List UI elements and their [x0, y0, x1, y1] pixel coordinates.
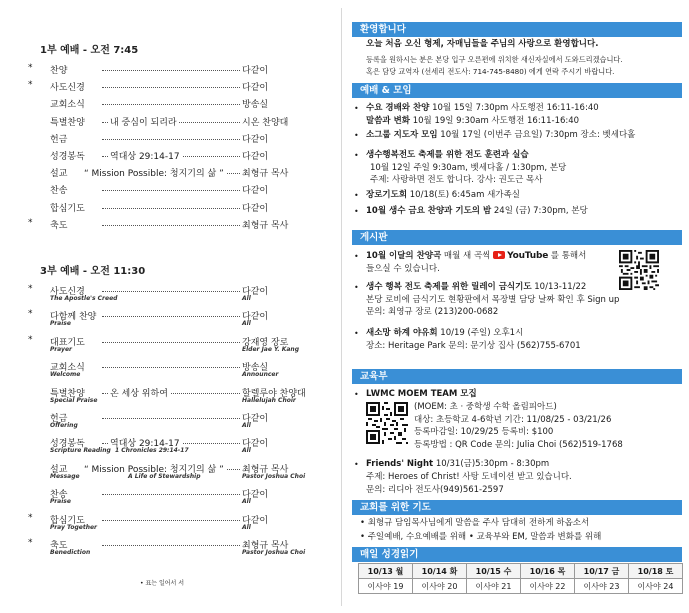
leader-dots [102, 207, 240, 209]
order-label: 설교 [50, 464, 68, 475]
order-leader: 시온 찬양대 [242, 117, 289, 128]
worship-item [366, 116, 579, 127]
notice-praise-line2: 들으실 수 있습니다. [366, 264, 440, 274]
notice-praise-tail: 를 통해서 [548, 251, 587, 261]
order-leader: 다같이 [242, 490, 269, 501]
service1-title: 1부 예배 - 오전 7:45 [40, 45, 139, 56]
notice-praise-title: 10월 이달의 찬양곡 [366, 251, 442, 261]
bullet: • [354, 104, 359, 113]
leader-dots [102, 315, 240, 317]
leader-dots [102, 224, 240, 226]
stand-marker: * [28, 284, 33, 294]
reading-passage: 이사야 24 [629, 579, 683, 594]
order-row [40, 411, 292, 429]
order-label: 헌금 [50, 134, 68, 145]
worship-item-title: 소그룹 지도자 모임 [366, 130, 438, 140]
order-leader: 다같이 [242, 287, 269, 297]
order-label: 찬송 [50, 490, 68, 501]
order-label: 찬송 [50, 186, 68, 197]
worship-item-title: 10월 생수 금요 찬양과 기도의 밤 [366, 206, 492, 216]
moem-line: 등록방법 : QR Code 문의: Julia Choi (562)519-1768 [414, 439, 623, 450]
worship-item [366, 150, 529, 161]
order-row [40, 360, 292, 379]
order-label: 교회소식 [50, 363, 85, 374]
notice-fasting-dates: 10/13-11/22 [531, 282, 587, 292]
order-leader-en: All [242, 523, 251, 531]
order-row [40, 201, 292, 215]
notice-fasting-line3: 문의: 최영규 장로 (213)200-0682 [366, 307, 499, 317]
order-label: 성경봉독 [50, 439, 85, 450]
order-leader-en: Hallelujah Choir [242, 396, 296, 404]
order-of-worship [0, 0, 330, 613]
order-label-en: Prayer [50, 345, 72, 353]
reading-day: 10/13 월 [359, 564, 413, 579]
reading-passage: 이사야 23 [575, 579, 629, 594]
order-row [28, 334, 299, 353]
order-row [40, 183, 292, 197]
bullet: • [354, 207, 359, 216]
reading-passage: 이사야 19 [359, 579, 413, 594]
leader-dots [102, 69, 240, 71]
order-leader-en: All [242, 320, 251, 328]
bullet: • [354, 151, 359, 160]
worship-item-detail: 10월 12일 주일 9:30am, 벳세다홀 / 1:30pm, 본당 [370, 163, 567, 173]
prayer-header: 교회를 위한 기도 [352, 500, 682, 515]
order-label: 사도신경 [50, 287, 85, 297]
order-label-en: Pray Together [50, 523, 98, 531]
order-label: 축도 [50, 541, 68, 551]
order-leader-en: All [242, 498, 251, 506]
order-label: 헌금 [50, 414, 68, 424]
welcome-line2: 등록을 원하시는 분은 본당 입구 오른편에 위치한 새신자실에서 도와드리겠습니다. [366, 55, 623, 64]
order-leader: 방송실 [242, 100, 269, 111]
order-leader: 다같이 [242, 312, 269, 323]
leader-dots [102, 103, 240, 105]
notice-praise-text: 매월 새 곡씩 [441, 251, 494, 261]
order-leader-en: All [242, 295, 251, 302]
worship-item [366, 206, 588, 217]
worship-item-title: 생수행복전도 축제를 위한 전도 훈련과 실습 [366, 150, 529, 160]
order-leader: 다같이 [242, 186, 269, 197]
order-row [40, 487, 292, 506]
bullet: • [354, 131, 359, 140]
reading-day: 10/18 토 [629, 564, 683, 579]
order-label: 찬양 [50, 66, 68, 76]
order-row [40, 436, 292, 455]
leader-dots [102, 341, 240, 343]
stand-marker: * [28, 512, 33, 523]
leader-dots [102, 86, 240, 88]
order-row [28, 63, 292, 77]
notice-fasting-line2: 본당 로비에 금식기도 현황판에서 목장별 담당 날짜 확인 후 Sign up [366, 295, 620, 305]
order-row [40, 132, 292, 146]
order-leader-en: Pastor Joshua Choi [242, 549, 306, 556]
order-row [40, 115, 292, 129]
order-leader: 최형규 목사 [242, 220, 289, 231]
prayer-line1: • 최형규 담임목사님에게 말씀을 주사 담대히 전하게 하옵소서 [360, 518, 590, 528]
worship-item [366, 190, 520, 201]
worship-item-detail: 10월 15일 7:30pm 사도행전 16:11-16:40 [429, 103, 599, 113]
bullet: • [354, 329, 359, 338]
reading-day: 10/16 목 [521, 564, 575, 579]
stand-marker: * [28, 80, 33, 91]
order-label-en: The Apostle's Creed [50, 295, 118, 302]
stand-marker: * [28, 217, 33, 228]
worship-item-detail: 10/18(토) 6:45am 새가족실 [407, 190, 520, 200]
order-label: 합심기도 [50, 203, 85, 214]
announcements [352, 0, 689, 613]
order-label: 특별찬양 [50, 388, 85, 399]
order-leader: 다같이 [242, 414, 269, 424]
reading-days-row [359, 564, 683, 579]
worship-item [366, 130, 635, 141]
order-leader: 다같이 [242, 134, 269, 145]
notice-picnic-title: 새소망 하계 야유회 [366, 328, 438, 338]
worship-item-detail: 주제: 사랑하면 전도 합니다. 강사: 권도근 목사 [370, 175, 543, 185]
order-leader-en: All [242, 422, 251, 429]
order-leader-en: All [242, 447, 251, 455]
order-detail: 역대상 29:14-17 [108, 436, 182, 449]
order-leader: 최형규 목사 [242, 169, 289, 180]
worship-item-detail: 10월 19일 9:30am 사도행전 16:11-16:40 [410, 116, 580, 126]
order-row [28, 512, 292, 531]
bullet: • [354, 252, 359, 261]
order-leader: 다같이 [242, 515, 269, 526]
order-label-en: Benediction [50, 549, 91, 556]
order-leader: 다같이 [242, 66, 269, 76]
worship-item [370, 175, 542, 186]
order-leader: 다같이 [242, 203, 269, 214]
youtube-icon[interactable] [493, 251, 505, 259]
order-row [28, 80, 292, 94]
friends-night-time: 10/31(금)5:30pm - 8:30pm [433, 459, 550, 469]
friends-night-line2: 주제: Heroes of Christ! 사탕 도네이션 받고 있습니다. [366, 472, 572, 482]
leader-dots [102, 519, 240, 521]
worship-item [366, 103, 599, 114]
leader-dots [102, 366, 240, 368]
bullet: • [354, 390, 359, 399]
order-label-en: Scripture Reading [50, 447, 111, 455]
stand-marker: * [28, 309, 33, 320]
worship-item-title: 수요 경배와 찬양 [366, 103, 430, 113]
reading-passage: 이사야 21 [467, 579, 521, 594]
prayer-line2: • 주일예배, 수요예배를 위해 • 교육부와 EM, 말씀과 변화를 위해 [360, 532, 602, 542]
order-leader: 다같이 [242, 152, 269, 162]
order-row [40, 149, 292, 163]
reading-passage: 이사야 20 [413, 579, 467, 594]
order-label: 대표기도 [50, 337, 85, 348]
reading-day: 10/17 금 [575, 564, 629, 579]
order-detail: “ Mission Possible: 청지기의 삶 ” [82, 166, 226, 179]
worship-item-title: 말씀과 변화 [366, 116, 411, 126]
leader-dots [102, 138, 240, 140]
moem-line: (MOEM: 초 · 중학생 수학 올림피아드) [414, 402, 557, 412]
order-detail: 역대상 29:14-17 [108, 149, 182, 162]
order-label: 축도 [50, 220, 68, 231]
order-label: 교회소식 [50, 100, 85, 111]
worship-item-title: 장로기도회 [366, 190, 408, 200]
moem-qr-code-icon[interactable] [366, 402, 408, 444]
worship-item-detail: 24일 (금) 7:30pm, 본당 [491, 206, 588, 216]
friends-night-title: Friends' Night [366, 459, 434, 469]
order-leader: 방송실 [242, 363, 269, 374]
order-detail-en: A Life of Stewardship [128, 472, 201, 480]
order-leader-en: Pastor Joshua Choi [242, 472, 306, 480]
column-divider [341, 8, 342, 606]
notice-fasting-title: 생수 행복 전도 축제를 위한 릴레이 금식기도 [366, 282, 532, 292]
worship-item [370, 163, 566, 174]
order-label-en: Praise [50, 320, 71, 328]
order-label-en: Praise [50, 498, 71, 506]
stand-marker: * [28, 334, 33, 345]
education-header: 교육부 [352, 369, 682, 384]
order-label-en: Message [50, 472, 80, 480]
order-leader: 할렐루야 찬양대 [242, 388, 306, 399]
reading-passages-row [359, 579, 683, 594]
order-detail-en: 1 Chronicles 29:14-17 [115, 447, 189, 455]
notice-picnic-date: 10/19 (주일) 오후1시 [437, 328, 524, 338]
order-detail: 내 중심이 되리라 [108, 115, 179, 128]
order-leader: 최형규 목사 [242, 464, 289, 475]
reading-passage: 이사야 22 [521, 579, 575, 594]
footnote: • 표는 일어서 서 [140, 580, 185, 587]
welcome-header: 환영합니다 [352, 22, 682, 37]
order-leader: 다같이 [242, 83, 269, 94]
moem-title: LWMC MOEM TEAM 모집 [366, 389, 477, 399]
order-row [28, 217, 292, 232]
order-leader-en: Announcer [242, 371, 279, 379]
youtube-label[interactable]: YouTube [507, 251, 549, 261]
order-label: 성경봉독 [50, 152, 85, 162]
order-row [40, 97, 292, 111]
notice-header: 게시판 [352, 230, 682, 245]
order-label: 합심기도 [50, 515, 85, 526]
leader-dots [102, 493, 240, 495]
order-label: 특별찬양 [50, 117, 85, 128]
bullet: • [354, 460, 359, 469]
order-detail: “ Mission Possible: 청지기의 삶 ” [82, 462, 226, 475]
order-label-en: Offering [50, 422, 78, 429]
order-row [40, 386, 306, 404]
order-label-en: Welcome [50, 371, 81, 379]
stand-marker: * [28, 63, 33, 73]
bullet: • [354, 191, 359, 200]
order-label: 사도신경 [50, 83, 85, 94]
leader-dots [102, 417, 240, 419]
order-leader: 최형규 목사 [242, 541, 289, 551]
order-row [28, 309, 292, 328]
worship-item-detail: 10월 17일 (이번주 금요일) 7:30pm 장소: 벳세다홀 [437, 130, 636, 140]
order-label: 다함께 찬양 [50, 312, 97, 323]
stand-marker: * [28, 538, 33, 548]
reading-table [358, 563, 683, 594]
service3-title: 3부 예배 - 오전 11:30 [40, 266, 146, 277]
order-row [40, 166, 292, 180]
order-leader: 강재영 장로 [242, 337, 289, 348]
order-row [40, 462, 306, 480]
order-leader-en: Elder Jae Y. Kang [242, 345, 299, 353]
welcome-line1: 오늘 처음 오신 형제, 자매님들을 주님의 사랑으로 환영합니다. [366, 39, 599, 49]
youtube-qr-code-icon[interactable] [619, 250, 659, 290]
worship-header: 예배 & 모임 [352, 83, 682, 98]
welcome-line3: 혹은 담당 교역자 (선세리 전도사: 714-745-8480) 에게 연락 주시기 바랍니다. [366, 67, 615, 76]
moem-line: 대상: 초등학교 4-6학년 기간: 11/08/25 - 03/21/26 [414, 414, 612, 425]
moem-line: 등록마감일: 10/29/25 등록비: $100 [414, 427, 554, 437]
leader-dots [102, 544, 240, 546]
bullet: • [354, 283, 359, 292]
reading-day: 10/15 수 [467, 564, 521, 579]
leader-dots [102, 189, 240, 191]
reading-day: 10/14 화 [413, 564, 467, 579]
order-label-en: Special Praise [50, 396, 98, 404]
reading-header: 매일 성경읽기 [352, 547, 682, 562]
leader-dots [102, 290, 240, 292]
order-label: 설교 [50, 169, 68, 180]
order-leader: 다같이 [242, 439, 269, 450]
order-detail: 온 세상 위하여 [108, 386, 170, 399]
notice-picnic-line2: 장소: Heritage Park 문의: 문기상 집사 (562)755-6701 [366, 341, 581, 351]
order-row [28, 538, 306, 556]
friends-night-line3: 문의: 리디아 전도사(949)561-2597 [366, 485, 504, 495]
order-row [28, 284, 292, 302]
